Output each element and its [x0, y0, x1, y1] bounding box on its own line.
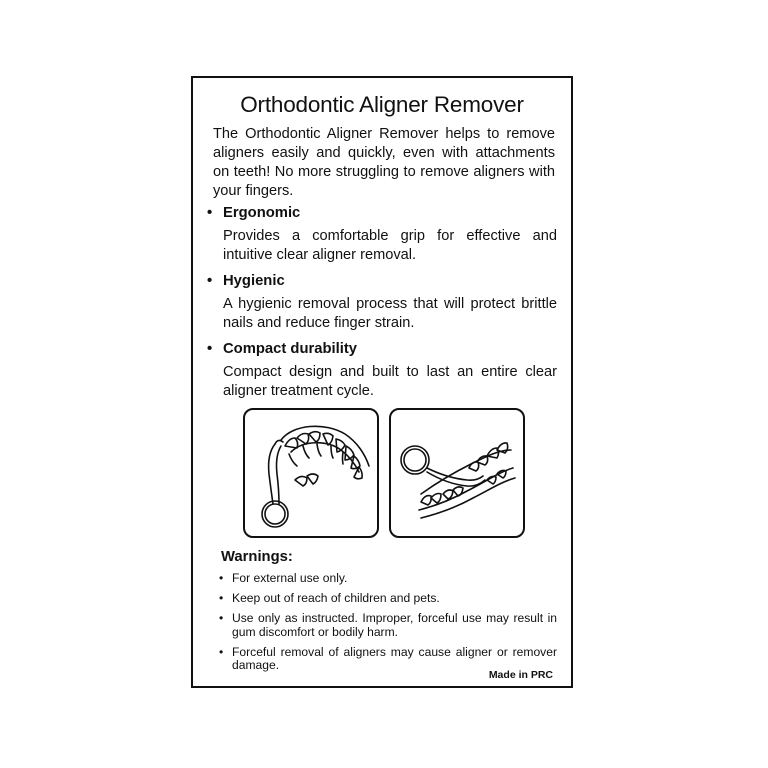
warning-item: • Forceful removal of aligners may cause aligner or remover damage. — [219, 644, 557, 672]
feature-heading: Hygienic — [223, 273, 285, 289]
lower-aligner-removal-illustration — [389, 408, 525, 538]
bullet-icon: • — [207, 273, 213, 289]
intro-paragraph: The Orthodontic Aligner Remover helps to remove aligners easily and quickly, even with attachments on teeth! No more struggling to remove aligners with your fingers. — [213, 126, 555, 199]
warning-item: • Keep out of reach of children and pets. — [219, 591, 440, 605]
feature-ergonomic — [207, 204, 557, 265]
feature-heading: Compact durability — [223, 341, 358, 357]
bullet-icon: • — [219, 644, 224, 659]
bullet-icon: • — [207, 205, 213, 221]
bullet-icon: • — [207, 341, 213, 357]
feature-hygienic — [207, 272, 557, 333]
feature-description: Compact design and built to last an entire clear aligner treatment cycle. — [223, 364, 557, 399]
warnings-title: Warnings: — [221, 549, 293, 565]
feature-compact-durability — [207, 340, 557, 401]
upper-aligner-removal-illustration — [243, 408, 379, 538]
warning-item: • For external use only. — [219, 571, 348, 585]
bullet-icon: • — [219, 591, 224, 605]
feature-description: A hygienic removal process that will protect brittle nails and reduce finger strain. — [223, 296, 557, 331]
feature-description: Provides a comfortable grip for effective and intuitive clear aligner removal. — [223, 228, 557, 263]
card-title: Orthodontic Aligner Remover — [240, 92, 524, 117]
upper-arch-drawing — [245, 410, 377, 536]
origin-label: Made in PRC — [488, 669, 553, 681]
lower-arch-drawing — [391, 410, 523, 536]
feature-heading: Ergonomic — [223, 205, 301, 221]
instruction-card — [191, 76, 573, 688]
warnings-list — [217, 572, 557, 679]
bullet-icon: • — [219, 571, 224, 585]
warning-item: • Use only as instructed. Improper, forceful use may result in gum discomfort or bodily harm. — [219, 611, 557, 639]
bullet-icon: • — [219, 611, 224, 625]
